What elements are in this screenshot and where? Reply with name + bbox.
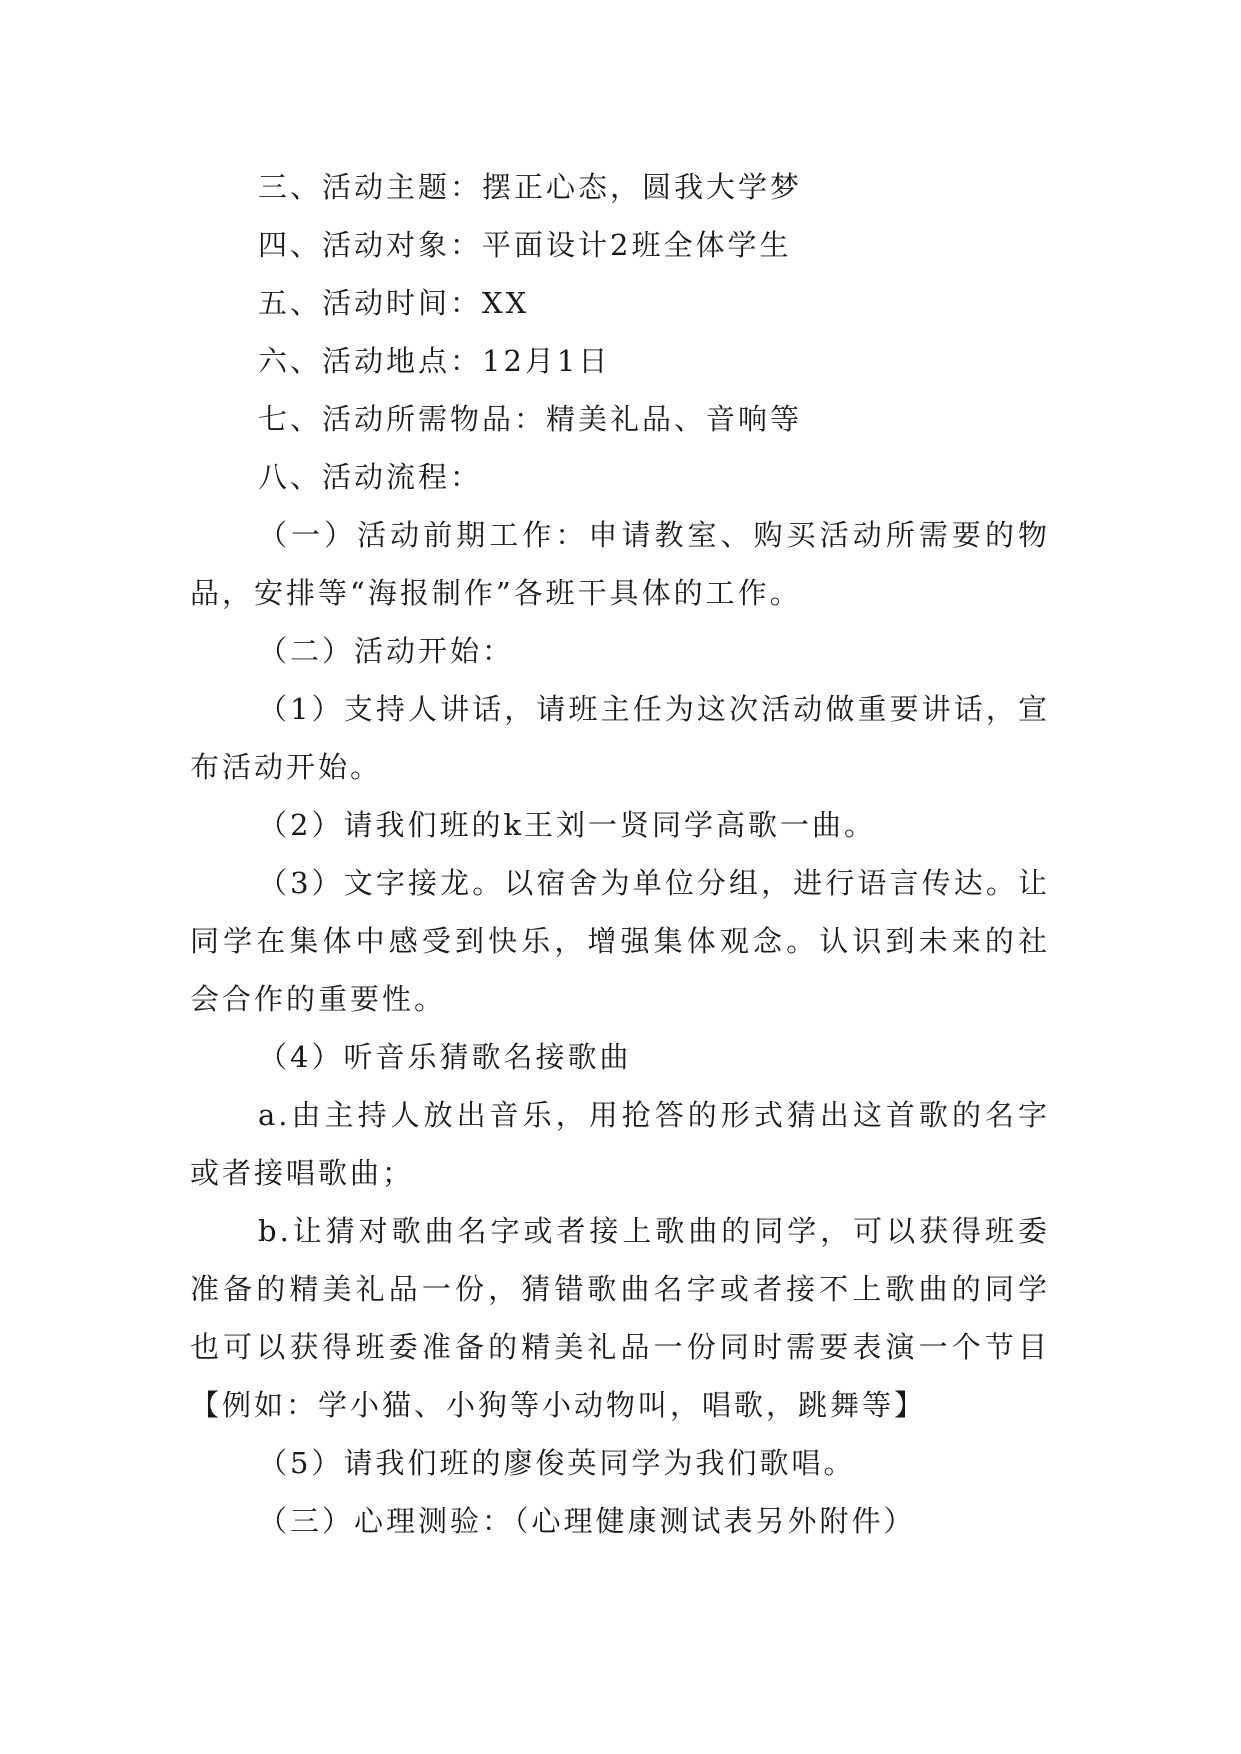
- paragraph-activity-theme: 三、活动主题：摆正心态，圆我大学梦: [258, 170, 803, 204]
- document-body: [190, 158, 1050, 1550]
- paragraph-step-4b: b.让猜对歌曲名字或者接上歌曲的同学，可以获得班委准备的精美礼品一份，猜错歌曲名字或者接不上歌曲的同学也可以获得班委准备的精美礼品一份同时需要表演一个节目【例如：学小猫、小狗等小动物叫，唱歌，跳舞等】: [190, 1214, 1050, 1422]
- paragraph-preparation: （一）活动前期工作：申请教室、购买活动所需要的物品，安排等“海报制作”各班干具体的工作。: [190, 518, 1050, 610]
- paragraph-step-3: （3）文字接龙。以宿舍为单位分组，进行语言传达。让同学在集体中感受到快乐，增强集体观念。认识到未来的社会合作的重要性。: [190, 866, 1050, 1016]
- paragraph-step-4a: a.由主持人放出音乐，用抢答的形式猜出这首歌的名字或者接唱歌曲；: [190, 1098, 1050, 1190]
- paragraph-activity-target: 四、活动对象：平面设计2班全体学生: [258, 228, 792, 262]
- paragraph-activity-time: 五、活动时间：XX: [258, 286, 530, 320]
- paragraph-step-1: （1）支持人讲话，请班主任为这次活动做重要讲话，宣布活动开始。: [190, 692, 1050, 784]
- paragraph-step-2: （2）请我们班的k王刘一贤同学高歌一曲。: [258, 808, 877, 842]
- paragraph-psych-test: （三）心理测验：（心理健康测试表另外附件）: [258, 1504, 916, 1538]
- paragraph-activity-process-heading: 八、活动流程：: [258, 460, 483, 494]
- paragraph-activity-location: 六、活动地点：12月1日: [258, 344, 611, 378]
- paragraph-step-5: （5）请我们班的廖俊英同学为我们歌唱。: [258, 1446, 856, 1480]
- paragraph-step-4: （4）听音乐猜歌名接歌曲: [258, 1040, 632, 1074]
- paragraph-activity-start: （二）活动开始：: [258, 634, 515, 668]
- paragraph-activity-supplies: 七、活动所需物品：精美礼品、音响等: [258, 402, 803, 436]
